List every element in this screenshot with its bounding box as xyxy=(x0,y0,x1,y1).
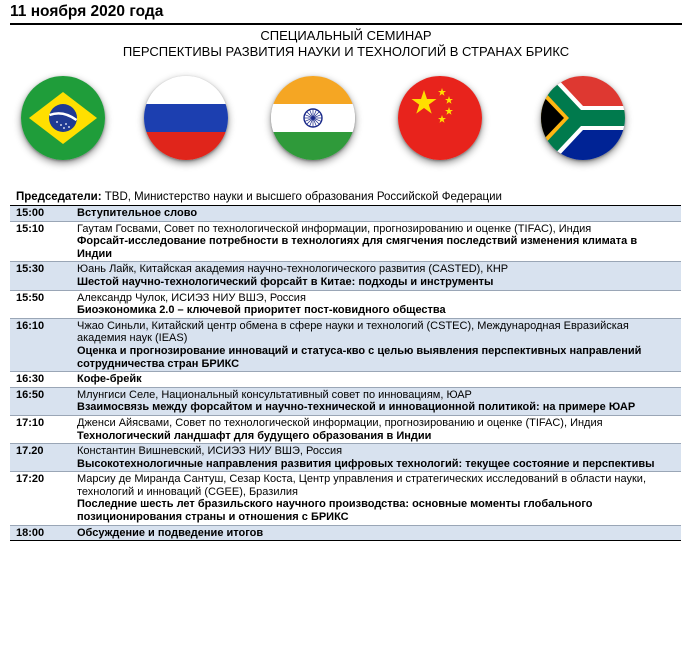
schedule-content xyxy=(77,473,681,523)
speaker: Юань Лайк, Китайская академия научно-технологического развития (CASTED), КНР xyxy=(77,263,509,276)
schedule-row xyxy=(10,526,681,541)
chairs-text: TBD, Министерство науки и высшего образования Российской Федерации xyxy=(101,191,502,203)
schedule-content xyxy=(77,527,681,540)
schedule-content xyxy=(77,389,681,414)
talk-title: Высокотехнологичные направления развития цифровых технологий: текущее состояние и перспективы xyxy=(77,457,655,470)
speaker: Чжао Синьли, Китайский центр обмена в сфере науки и технологий (CSTEC), Международная Евразийская академия наук (IEAS) xyxy=(77,319,629,345)
schedule-time: 17.20 xyxy=(16,445,44,458)
schedule-time: 17:10 xyxy=(16,416,45,429)
schedule-content xyxy=(77,320,681,370)
russia-flag-icon xyxy=(144,76,228,160)
talk-title: Кофе-брейк xyxy=(77,373,142,386)
talk-title: Обсуждение и подведение итогов xyxy=(77,526,264,539)
schedule-row xyxy=(10,472,681,525)
speaker: Александр Чулок, ИСИЭЗ НИУ ВШЭ, Россия xyxy=(77,291,306,304)
speaker: Гаутам Госвами, Совет по технологической информации, прогнозированию и оценке (TIFAC), Индия xyxy=(77,222,592,235)
schedule-time: 16:30 xyxy=(16,373,45,386)
schedule-row xyxy=(10,372,681,388)
schedule-row xyxy=(10,262,681,290)
schedule-time: 15:30 xyxy=(16,263,45,276)
schedule-row xyxy=(10,444,681,472)
schedule-content xyxy=(77,445,681,470)
seminar-title: ПЕРСПЕКТИВЫ РАЗВИТИЯ НАУКИ И ТЕХНОЛОГИЙ В СТРАНАХ БРИКС xyxy=(122,44,570,59)
schedule-time: 15:10 xyxy=(16,222,45,235)
talk-title: Шестой научно-технологический форсайт в Китае: подходы и инструменты xyxy=(77,275,494,288)
talk-title: Последние шесть лет бразильского научного производства: основные моменты глобального позиционирования страны и отношения с БРИКС xyxy=(77,498,593,524)
speaker: Млунгиси Селе, Национальный консультативный совет по инновациям, ЮАР xyxy=(77,388,472,401)
talk-title: Взаимосвязь между форсайтом и научно-технической и инновационной политикой: на примере ЮАР xyxy=(77,401,636,414)
schedule-time: 15:50 xyxy=(16,291,45,304)
schedule-table xyxy=(10,205,681,541)
schedule-time: 16:10 xyxy=(16,319,45,332)
schedule-time: 17:20 xyxy=(16,473,45,486)
brazil-flag-icon xyxy=(21,76,105,160)
talk-title: Биоэкономика 2.0 – ключевой приоритет пост-ковидного общества xyxy=(77,304,446,317)
talk-title: Форсайт-исследование потребности в технологиях для смягчения последствий изменения климата в Индии xyxy=(77,235,638,260)
schedule-row xyxy=(10,206,681,222)
schedule-content xyxy=(77,417,681,442)
talk-title: Вступительное слово xyxy=(77,207,198,219)
schedule-time: 15:00 xyxy=(16,207,45,219)
china-flag-icon xyxy=(398,76,482,160)
header-rule xyxy=(10,23,682,25)
schedule-content xyxy=(77,207,681,220)
south-africa-flag-icon xyxy=(541,76,625,160)
schedule-content xyxy=(77,373,681,386)
schedule-row xyxy=(10,291,681,319)
chairs-line xyxy=(16,190,502,204)
speaker: Дженси Айясвами, Совет по технологической информации, прогнозированию и оценке (TIFAC), Индия xyxy=(77,416,603,429)
event-date: 11 ноября 2020 года xyxy=(10,3,164,20)
speaker: Константин Вишневский, ИСИЭЗ НИУ ВШЭ, Россия xyxy=(77,445,343,458)
speaker: Марсиу де Миранда Сантуш, Сезар Коста, Центр управления и стратегических исследований в области науки, технологий и инноваций (CGEE), Бразилия xyxy=(77,473,646,498)
chairs-label: Председатели: xyxy=(16,191,102,203)
india-flag-icon xyxy=(271,76,355,160)
talk-title: Технологический ландшафт для будущего образования в Индии xyxy=(77,429,432,442)
seminar-type: СПЕЦИАЛЬНЫЙ СЕМИНАР xyxy=(260,28,432,43)
schedule-row xyxy=(10,319,681,372)
schedule-content xyxy=(77,223,681,261)
schedule-row xyxy=(10,388,681,416)
schedule-row xyxy=(10,416,681,444)
schedule-time: 18:00 xyxy=(16,526,45,539)
schedule-content xyxy=(77,263,681,288)
schedule-content xyxy=(77,292,681,317)
talk-title: Оценка и прогнозирование инноваций и статуса-кво с целью выявления перспективных направлений сотрудничества стран БРИКС xyxy=(77,344,642,370)
schedule-time: 16:50 xyxy=(16,388,45,401)
schedule-row xyxy=(10,222,681,263)
